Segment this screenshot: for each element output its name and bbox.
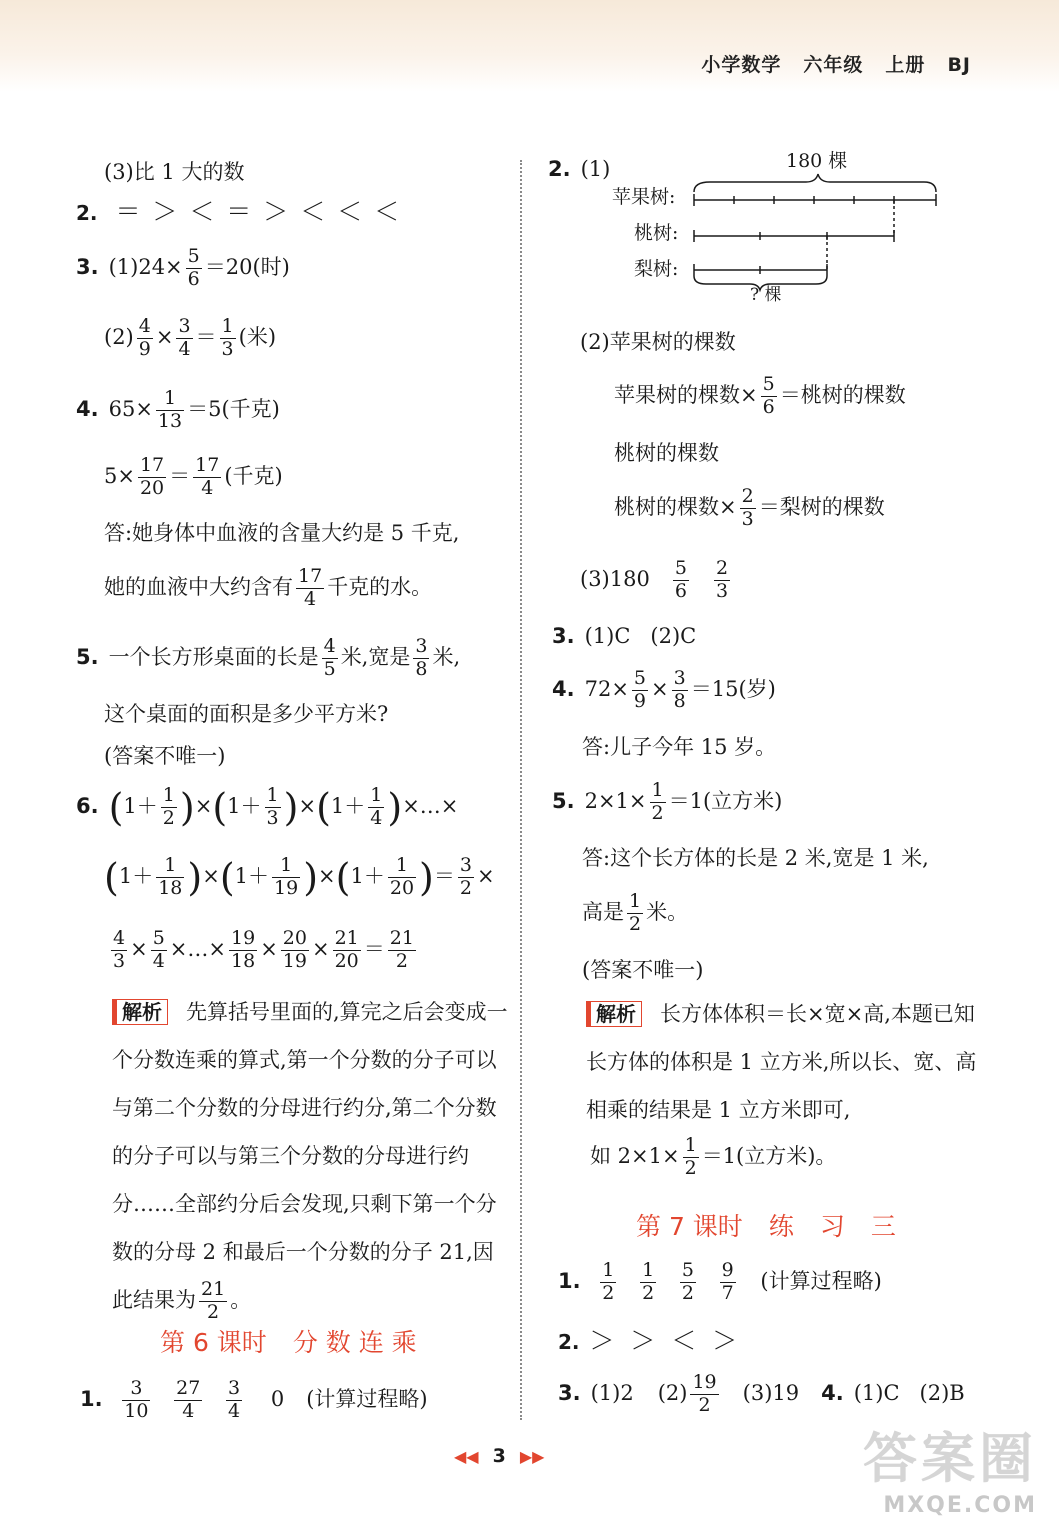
q4-number: 4. [76,396,99,421]
fraction: $\frac{3}{10}$ [124,1377,149,1422]
lesson7-q2: 2. ＞ ＞ ＜ ＞ [558,1326,738,1355]
fraction: $\frac{3}{4}$ [228,1377,241,1422]
fraction: $\frac{21}{2}$ [389,927,414,972]
fraction: $\frac{3}{4}$ [178,315,191,360]
fraction: $\frac{4}{5}$ [323,635,336,680]
right-q2-head: 2. (1) [548,157,611,181]
watermark [863,1416,1037,1518]
fraction: $\frac{1}{20}$ [389,854,415,899]
left-q5c: (答案不唯一) [104,744,226,768]
right-q4a: 4. 72× $\frac{5}{9}$ × $\frac{3}{8}$ ＝15(岁) [552,667,776,712]
l7q3-number: 3. [558,1380,581,1405]
lesson-7-title: 第 7 课时 练 习 三 [636,1212,896,1241]
fraction: $\frac{17}{4}$ [195,454,220,499]
right-q2f: (3)180 $\frac{5}{6}$ $\frac{2}{3}$ [580,557,729,602]
r-q5-number: 5. [552,788,575,813]
pear-brace [694,276,827,290]
diagram-pear-label: 梨树: [634,258,679,280]
left-q5a: 5. 一个长方形桌面的长是 $\frac{4}{5}$ 米,宽是 $\frac{3}{8}$ 米, [76,635,461,680]
left-q4a: 4. 65× $\frac{1}{13}$ ＝5(千克) [76,387,280,432]
fraction: $\frac{1}{13}$ [157,387,183,432]
analysis-tag: 解析 [112,999,168,1025]
diagram-peach-label: 桃树: [634,222,679,244]
left-q4c: 答:她身体中血液的含量大约是 5 千克, [104,521,460,545]
analysis-text: 先算括号里面的,算完之后会变成一个分数连乘的算式,第一个分数的分子可以与第二个分数的分母进行约分,第二个分数的分子可以与第三个分数的分母进行约分……全部约分后会发现,只剩下第一个分数的分母 2 和最后一个分数的分子 21,因此结果为 [112,1000,508,1312]
fraction: $\frac{5}{6}$ [762,373,775,418]
fraction: $\frac{21}{2}$ [201,1278,226,1323]
left-q3a [76,246,290,291]
left-q3b: (2) $\frac{4}{9}$ × $\frac{3}{4}$ ＝ $\frac{1}{3}$ (米) [104,315,277,360]
lesson-6-title: 第 6 课时 分 数 连 乘 [160,1328,417,1357]
diagram-apple-label: 苹果树: [612,186,676,208]
header-grade: 六年级 [803,54,864,76]
right-analysis-last: 如 2×1× $\frac{1}{2}$ ＝1(立方米)。 [590,1134,837,1179]
q2-number: 2. [76,201,98,225]
fraction: $\frac{2}{3}$ [715,557,729,602]
fraction: $\frac{20}{19}$ [282,927,307,972]
l6q1-number: 1. [80,1386,103,1411]
watermark-url: MXQE.COM [883,1493,1037,1518]
fraction: $\frac{1}{18}$ [158,854,183,899]
fraction: $\frac{3}{2}$ [459,854,472,899]
right-q2b: (2)苹果树的棵数 [580,330,736,354]
left-analysis: 解析 先算括号里面的,算完之后会变成一个分数连乘的算式,第一个分数的分子可以与第二个分数的分母进行约分,第二个分数的分子可以与第三个分数的分母进行约分……全部约分后会发现,只剩下第一个分数的分母 2 和最后一个分数的分子 21,因此结果为 $\frac{21}{2}$ 。 [112,1000,508,1323]
fraction: $\frac{4}{3}$ [113,927,126,972]
watermark-logo: 答案圈 [863,1427,1037,1490]
fraction: $\frac{1}{4}$ [370,784,383,829]
left-q6-line1: 6. (1＋ $\frac{1}{2}$ )×(1＋ $\frac{1}{3}$ )×(1＋ $\frac{1}{4}$ )×…× [76,784,459,830]
left-q6-line3: $\frac{4}{3}$ × $\frac{5}{4}$ ×…× $\frac{19}{18}$ × $\frac{20}{19}$ × $\frac{21}{20}$ ＝ $\frac{21}{2}$ [113,927,414,972]
column-divider [520,160,522,1420]
fraction: $\frac{1}{2}$ [162,784,175,829]
right-q2c: 苹果树的棵数× $\frac{5}{6}$ ＝桃树的棵数 [614,373,906,418]
right-q2d: 桃树的棵数 [614,441,719,465]
q2-symbols: ＝ ＞ ＜ ＝ ＞ ＜ ＜ ＜ [115,197,402,226]
page-header [679,50,971,77]
right-q4b: 答:儿子今年 15 岁。 [582,735,777,759]
page-number-bar [440,1445,558,1467]
fraction: $\frac{1}{2}$ [629,890,642,935]
fraction: $\frac{1}{2}$ [602,1259,615,1304]
fraction: $\frac{5}{6}$ [674,557,687,602]
header-subject: 小学数学 [701,54,782,76]
segment-diagram [680,170,950,300]
fraction: $\frac{5}{2}$ [681,1259,694,1304]
l7q4-number: 4. [821,1380,844,1405]
left-q4b: 5× $\frac{17}{20}$ ＝ $\frac{17}{4}$ (千克) [104,454,283,499]
left-line-1: (3)比 1 大的数 [104,160,245,184]
fraction: $\frac{1}{3}$ [266,784,279,829]
fraction: $\frac{2}{3}$ [741,485,754,530]
lesson7-q1: 1. $\frac{1}{2}$ $\frac{1}{2}$ $\frac{5}{2}$ $\frac{9}{7}$ (计算过程略) [558,1259,882,1304]
l7q2-number: 2. [558,1330,580,1354]
diagram-unknown-label: ? 棵 [750,285,782,305]
q3a-post: ＝20(时) [204,254,290,279]
diagram-total-label: 180 棵 [786,150,848,172]
r-q4-number: 4. [552,676,575,701]
fraction: $\frac{21}{20}$ [334,927,359,972]
next-page-icon[interactable]: ▶▶ [519,1447,545,1466]
fraction: $\frac{19}{18}$ [231,927,256,972]
fraction: $\frac{5}{4}$ [152,927,165,972]
fraction: $\frac{4}{9}$ [138,315,151,360]
right-q3: 3. (1)C (2)C [552,624,697,648]
fraction: $\frac{1}{2}$ [651,779,664,824]
r-q2-number: 2. [548,157,571,181]
l7q1-number: 1. [558,1268,581,1293]
analysis-text: 长方体体积＝长×宽×高,本题已知长方体的体积是 1 立方米,所以长、宽、高相乘的结果是 1 立方米即可, [586,1002,977,1122]
fraction: $\frac{3}{8}$ [415,635,428,680]
prev-page-icon[interactable]: ◀◀ [454,1447,479,1466]
q5-number: 5. [76,644,99,669]
right-q5d: (答案不唯一) [582,958,704,982]
page-number: 3 [492,1445,506,1467]
fraction: $\frac{19}{2}$ [692,1371,717,1416]
fraction: $\frac{1}{19}$ [274,854,299,899]
fraction: $\frac{17}{20}$ [139,454,165,499]
left-q5b: 这个桌面的面积是多少平方米? [104,702,389,726]
left-q4d: 她的血液中大约含有 $\frac{17}{4}$ 千克的水。 [104,565,433,610]
q3a-pre: (1)24× [108,254,183,279]
total-brace [694,174,936,192]
left-q6-line2: (1＋ $\frac{1}{18}$ )×(1＋ $\frac{1}{19}$ )×(1＋ $\frac{1}{20}$ )＝ $\frac{3}{2}$ × [104,854,495,900]
fraction: $\frac{1}{2}$ [684,1134,697,1179]
analysis-tag: 解析 [586,1001,642,1027]
r-q3-number: 3. [552,624,575,648]
fraction: $\frac{5}{9}$ [633,667,647,712]
right-analysis [586,990,986,1134]
lesson7-q3-q4: 3. (1)2 (2) $\frac{19}{2}$ (3)19 4. (1)C (2)B [558,1371,965,1416]
fraction: $\frac{5}{6}$ [187,245,200,290]
fraction: $\frac{3}{8}$ [673,667,686,712]
right-q2e: 桃树的棵数× $\frac{2}{3}$ ＝梨树的棵数 [614,485,885,530]
q3-number: 3. [76,254,99,279]
header-volume: 上册 [885,54,926,76]
header-edition: BJ [947,54,971,76]
fraction: $\frac{17}{4}$ [298,565,323,610]
fraction: $\frac{1}{3}$ [221,315,234,360]
fraction: $\frac{1}{2}$ [642,1259,655,1304]
header-band [0,0,1059,92]
fraction: $\frac{27}{4}$ [176,1377,201,1422]
lesson6-q1: 1. $\frac{3}{10}$ $\frac{27}{4}$ $\frac{3}{4}$ 0 (计算过程略) [80,1377,428,1422]
left-q2 [76,197,401,227]
q6-number: 6. [76,793,99,818]
fraction: $\frac{9}{7}$ [721,1259,734,1304]
right-q5c: 高是 $\frac{1}{2}$ 米。 [582,890,689,935]
right-q5a: 5. 2×1× $\frac{1}{2}$ ＝1(立方米) [552,779,783,824]
right-q5b: 答:这个长方体的长是 2 米,宽是 1 米, [582,846,929,870]
